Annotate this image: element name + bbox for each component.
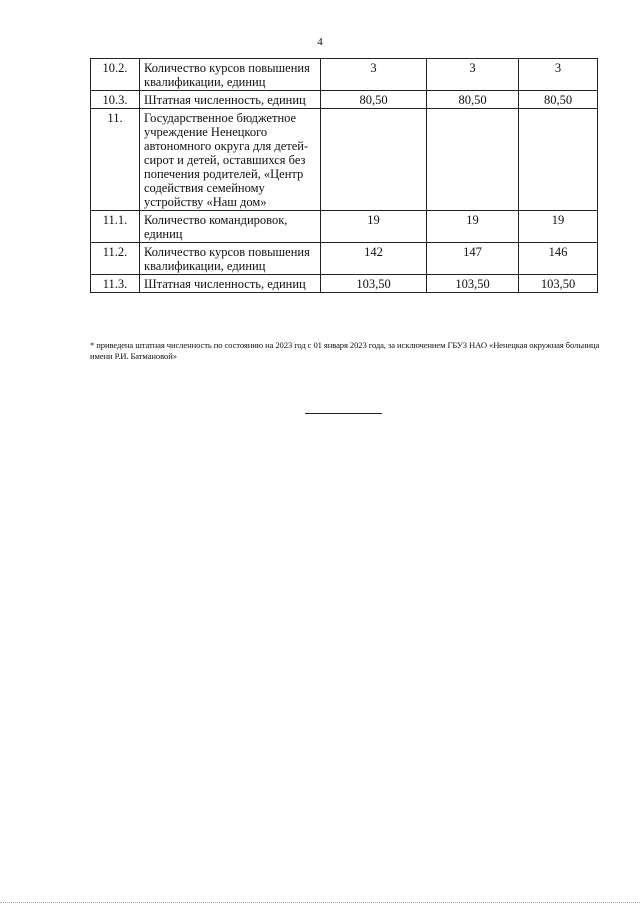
footnote: * приведена штатная численность по состоянию на 2023 год с 01 января 2023 года, за исключением ГБУЗ НАО «Ненецкая окружная больница имени Р.И. Батмановой» (90, 340, 600, 361)
row-value-3: 3 (519, 59, 598, 91)
row-number: 11.1. (91, 211, 140, 243)
end-divider (305, 413, 382, 414)
row-name: Количество курсов повышения квалификации, единиц (140, 243, 321, 275)
row-value-3: 103,50 (519, 275, 598, 293)
row-name: Количество курсов повышения квалификации, единиц (140, 59, 321, 91)
table-row (91, 109, 598, 211)
row-value-2: 3 (427, 59, 519, 91)
page-bottom-edge (0, 902, 640, 903)
row-value-3: 80,50 (519, 91, 598, 109)
row-value-2 (427, 109, 519, 211)
row-name: Штатная численность, единиц (140, 275, 321, 293)
table-row (91, 91, 598, 109)
row-number: 10.3. (91, 91, 140, 109)
row-value-1: 3 (321, 59, 427, 91)
row-value-3: 146 (519, 243, 598, 275)
row-name: Государственное бюджетное учреждение Ненецкого автономного округа для детей-сирот и детей, оставшихся без попечения родителей, «Центр содействия семейному устройству «Наш дом» (140, 109, 321, 211)
row-number: 10.2. (91, 59, 140, 91)
row-value-3: 19 (519, 211, 598, 243)
row-value-2: 80,50 (427, 91, 519, 109)
row-value-1: 103,50 (321, 275, 427, 293)
row-value-2: 19 (427, 211, 519, 243)
row-value-3 (519, 109, 598, 211)
row-value-1: 19 (321, 211, 427, 243)
row-value-2: 103,50 (427, 275, 519, 293)
table-row (91, 243, 598, 275)
table-row (91, 211, 598, 243)
row-value-2: 147 (427, 243, 519, 275)
row-number: 11.3. (91, 275, 140, 293)
row-value-1: 142 (321, 243, 427, 275)
data-table (90, 58, 598, 293)
row-value-1 (321, 109, 427, 211)
page-number: 4 (317, 36, 323, 48)
row-name: Штатная численность, единиц (140, 91, 321, 109)
row-value-1: 80,50 (321, 91, 427, 109)
row-number: 11. (91, 109, 140, 211)
row-name: Количество командировок, единиц (140, 211, 321, 243)
table-row (91, 275, 598, 293)
row-number: 11.2. (91, 243, 140, 275)
table-row (91, 59, 598, 91)
